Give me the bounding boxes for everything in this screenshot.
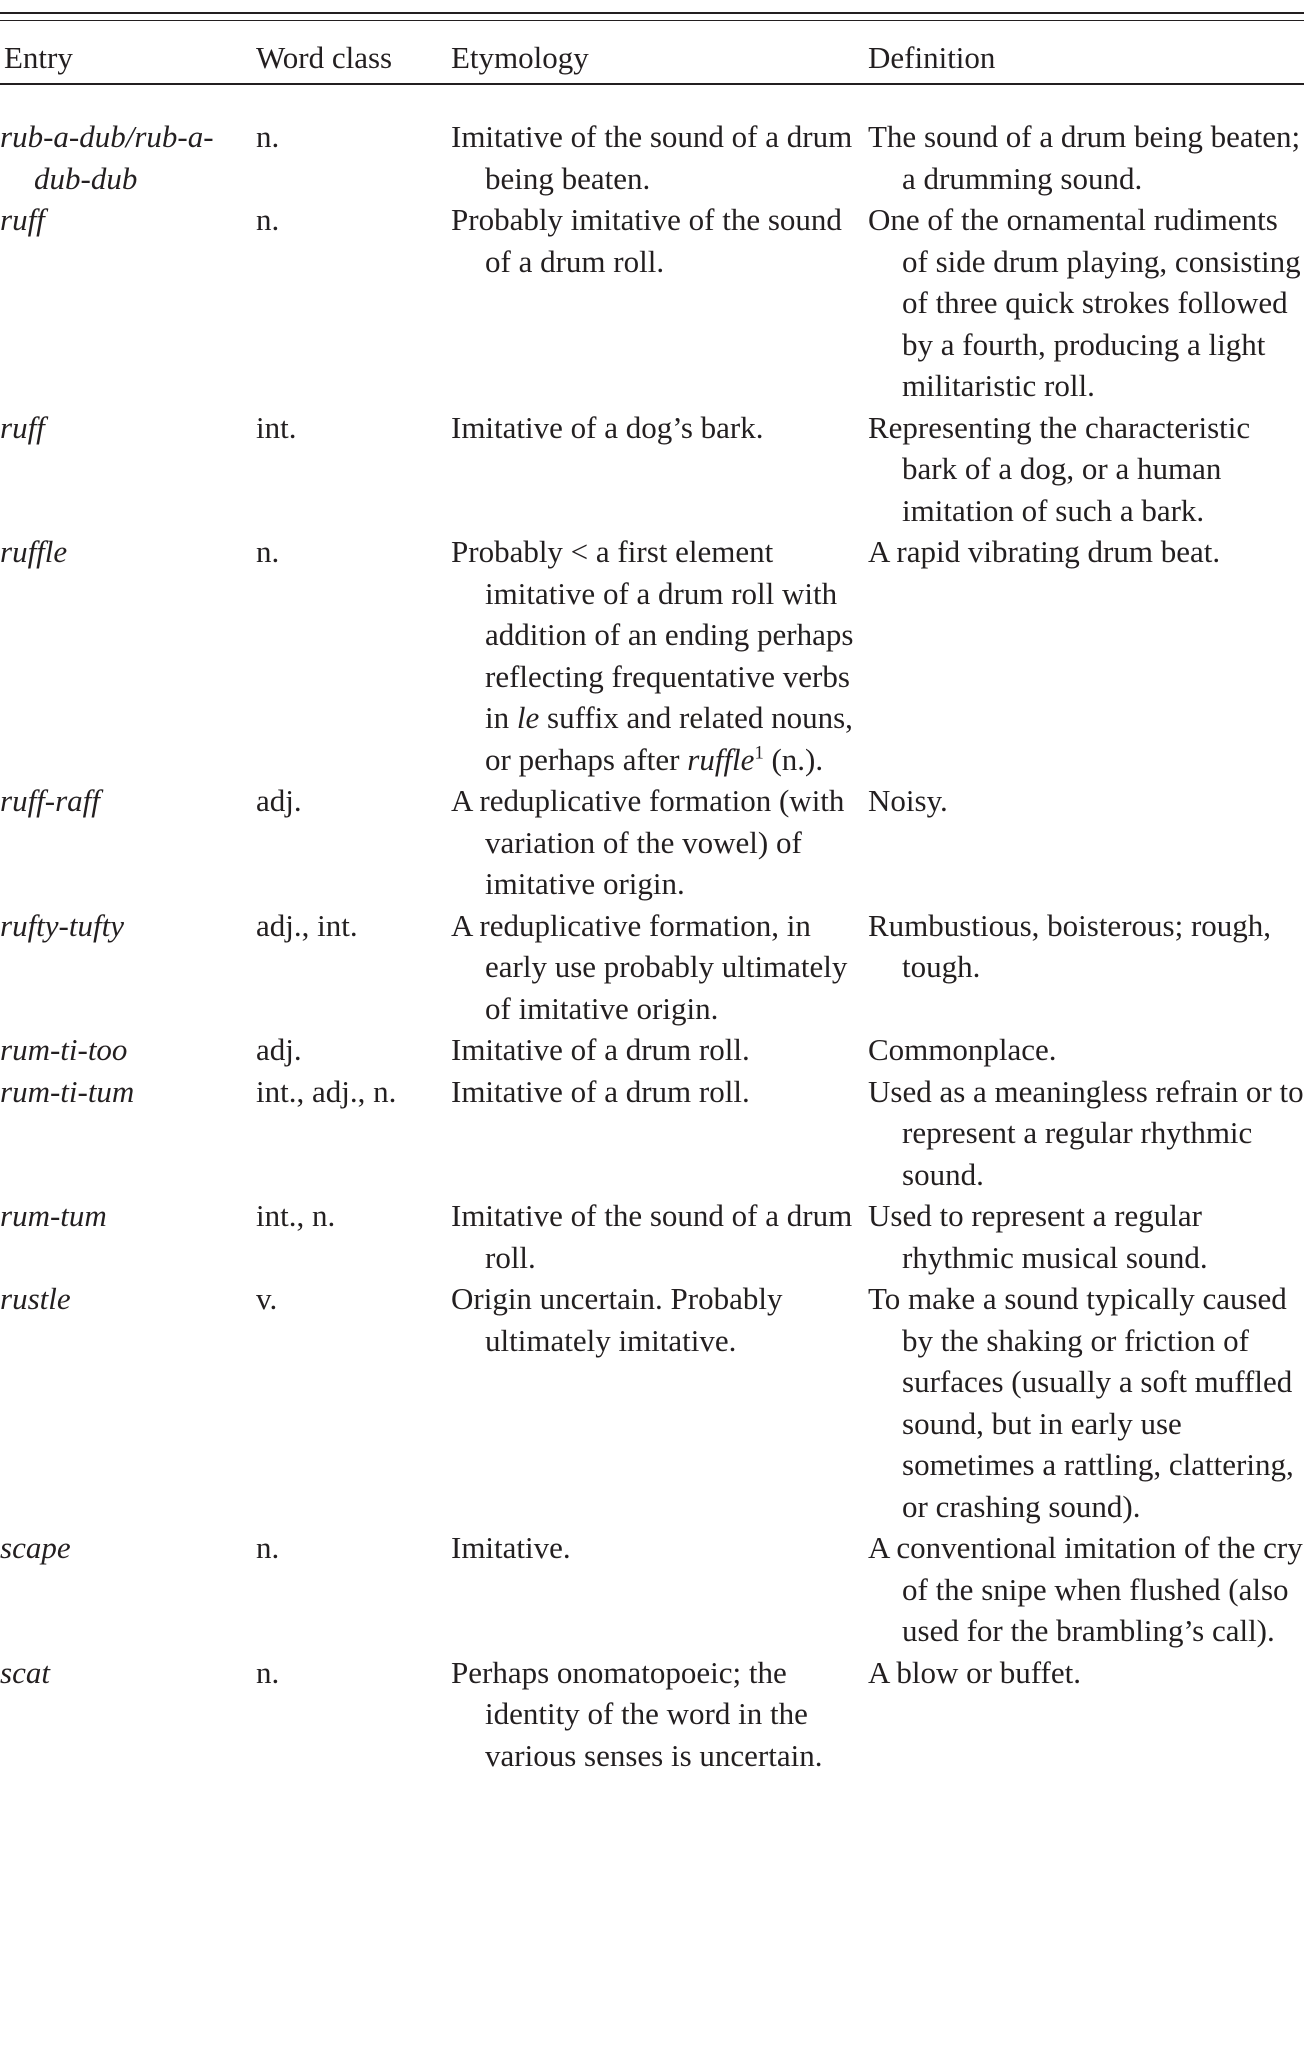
header-definition: Definition — [868, 40, 996, 75]
table-row — [0, 1071, 1304, 1196]
top-double-rule-lower — [0, 20, 1304, 21]
header-word-class: Word class — [256, 40, 393, 75]
word-class-cell: n. — [256, 1654, 280, 1690]
definition-cell: One of the ornamental rudiments of side drum playing, consisting of three quick strokes followed by a fourth, producing a light militaristic roll. — [868, 202, 1301, 403]
homonym-number: 1 — [754, 742, 764, 764]
entry-cell: ruff-raff — [0, 783, 100, 818]
table-row — [0, 1278, 1304, 1527]
table-row — [0, 1527, 1304, 1652]
etymology-cell: Imitative of a drum roll. — [451, 1073, 750, 1109]
word-class-cell: int. — [256, 409, 297, 445]
etymology-cell: Perhaps onomatopoeic; the identity of the word in the various senses is uncertain. — [451, 1654, 823, 1773]
entry-cell: rub-a-dub/rub-a-dub-dub — [0, 119, 214, 196]
top-double-rule-upper — [0, 12, 1304, 14]
entry-cell: rum-ti-too — [0, 1032, 128, 1067]
etymology-cell: Imitative of a dog’s bark. — [451, 409, 764, 445]
word-class-cell: adj. — [256, 783, 302, 818]
entry-cell: scape — [0, 1530, 71, 1565]
definition-cell: A conventional imitation of the cry of the snipe when flushed (also used for the brambling’s call). — [868, 1530, 1303, 1648]
header-etymology: Etymology — [451, 40, 589, 75]
entry-cell: rustle — [0, 1281, 71, 1316]
word-class-cell: int., n. — [256, 1198, 336, 1233]
word-class-cell: int., adj., n. — [256, 1073, 397, 1109]
table-row — [0, 1195, 1304, 1278]
table-row — [0, 116, 1304, 199]
entry-cell: rum-ti-tum — [0, 1073, 135, 1109]
word-class-cell: n. — [256, 1530, 280, 1565]
etymology-cell: Imitative of the sound of a drum being beaten. — [451, 119, 853, 196]
definition-cell: Representing the characteristic bark of a dog, or a human imitation of such a bark. — [868, 409, 1251, 528]
etymology-cell: A reduplicative formation, in early use probably ultimately of imitative origin. — [451, 907, 848, 1026]
definition-cell: To make a sound typically caused by the shaking or friction of surfaces (usually a soft muffled sound, but in early use sometimes a rattling, clattering, or crashing sound). — [868, 1281, 1294, 1524]
header-entry: Entry — [4, 40, 73, 75]
word-class-cell: n. — [256, 202, 280, 237]
table-row — [0, 1029, 1304, 1071]
entry-cell: ruff — [0, 202, 45, 237]
etymology-text: Probably < a first element imitative of a drum roll with addition of an ending perhaps reflecting frequentative verbs in — [451, 534, 854, 735]
definition-cell: The sound of a drum being beaten; a drumming sound. — [868, 119, 1301, 196]
word-class-cell: adj. — [256, 1032, 302, 1067]
table-row — [0, 1652, 1304, 1777]
table-row — [0, 531, 1304, 780]
definition-cell: Used to represent a regular rhythmic musical sound. — [868, 1198, 1208, 1275]
table-row — [0, 407, 1304, 532]
cross-reference-word: ruffle — [687, 741, 755, 777]
entry-cell: rufty-tufty — [0, 907, 124, 943]
etymology-text: (n.). — [763, 741, 824, 777]
etymology-cell: Imitative of a drum roll. — [451, 1032, 750, 1067]
suffix-italic: le — [516, 700, 540, 735]
word-class-cell: v. — [256, 1281, 278, 1316]
definition-cell: Used as a meaningless refrain or to represent a regular rhythmic sound. — [868, 1073, 1304, 1192]
etymology-cell: Origin uncertain. Probably ultimately imitative. — [451, 1281, 783, 1358]
definition-cell: Commonplace. — [868, 1032, 1057, 1067]
header-rule — [0, 83, 1304, 85]
table-row — [0, 780, 1304, 905]
word-class-cell: n. — [256, 534, 280, 569]
word-class-cell: adj., int. — [256, 907, 358, 943]
definition-cell: Noisy. — [868, 783, 948, 818]
definition-cell: A rapid vibrating drum beat. — [868, 534, 1221, 569]
etymology-cell: Probably imitative of the sound of a drum roll. — [451, 202, 842, 279]
etymology-cell — [451, 531, 868, 780]
entry-cell: rum-tum — [0, 1198, 107, 1233]
entry-cell: ruffle — [0, 534, 68, 569]
etymology-text: suffix and related nouns, or perhaps after — [485, 700, 853, 777]
entry-cell: ruff — [0, 409, 45, 445]
word-class-cell: n. — [256, 119, 280, 154]
entry-cell: scat — [0, 1654, 50, 1690]
etymology-cell: A reduplicative formation (with variation of the vowel) of imitative origin. — [451, 783, 845, 901]
etymology-cell: Imitative of the sound of a drum roll. — [451, 1198, 853, 1275]
definition-cell: A blow or buffet. — [868, 1654, 1081, 1690]
etymology-cell: Imitative. — [451, 1530, 571, 1565]
table-row — [0, 905, 1304, 1030]
table-row — [0, 199, 1304, 407]
entries-table — [0, 116, 1304, 1776]
definition-cell: Rumbustious, boisterous; rough, tough. — [868, 907, 1272, 984]
